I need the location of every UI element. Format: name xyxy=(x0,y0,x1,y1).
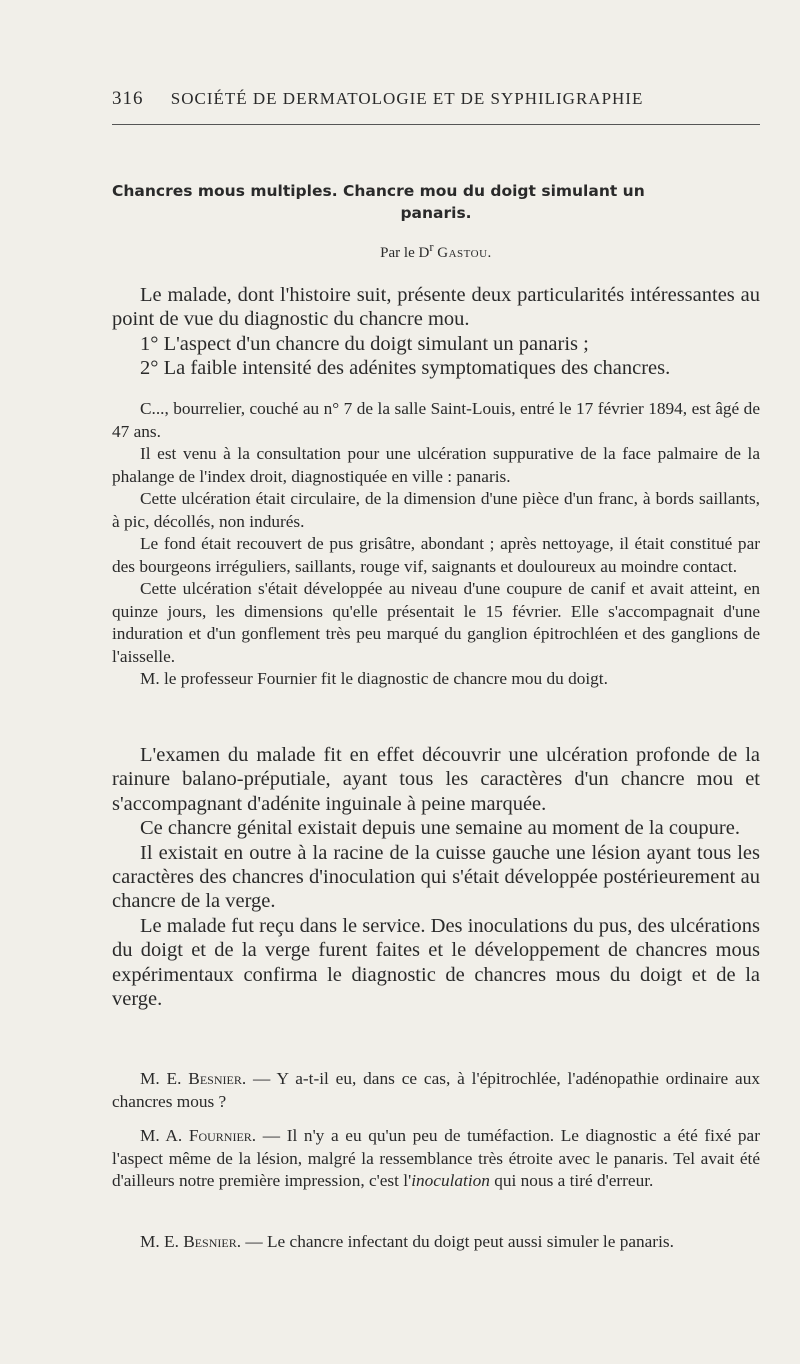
paragraph: Ce chancre génital existait depuis une semaine au moment de la coupure. xyxy=(140,817,740,840)
speaker-prefix: M. E. xyxy=(140,1069,189,1088)
page-number: 316 xyxy=(112,88,144,109)
exam-section xyxy=(112,743,760,1011)
discussion-1 xyxy=(112,1068,760,1113)
paragraph xyxy=(112,1068,760,1113)
author-sup: r xyxy=(429,240,434,254)
speech-text: — Y a-t-il eu, dans ce cas, à l'épitrochlée, l'adénopathie ordinaire aux chancres mous ? xyxy=(112,1069,760,1111)
paragraph xyxy=(112,1125,760,1193)
paragraph: Cette ulcération s'était développée au niveau d'une coupure de canif et avait atteint, en quinze jours, les dimensions qu'elle présentait le 15 février. Elle s'accompagnait d'une induration et d'un gonflement très peu marqué du ganglion épitrochléen et des ganglions de l'aisselle. xyxy=(112,579,760,666)
article-title xyxy=(112,180,760,224)
speaker-name: Besnier. xyxy=(188,1069,247,1088)
author-name: Gastou. xyxy=(437,245,492,261)
discussion-3 xyxy=(112,1231,760,1254)
speech-text: qui nous a tiré d'erreur. xyxy=(489,1171,654,1190)
speaker-name: Fournier. xyxy=(188,1126,257,1145)
title-line-2: panaris. xyxy=(400,204,472,222)
paragraph: L'examen du malade fit en effet découvrir une ulcération profonde de la rainure balano-préputiale, ayant tous les caractères d'un chancre mou et s'accompagnant d'adénite inguinale à peine marquée. xyxy=(112,744,760,815)
speaker-prefix: M. A. xyxy=(140,1126,189,1145)
author-prefix: Par le D xyxy=(380,245,430,261)
speech-text: — Il n'y a eu qu'un peu de tuméfaction. Le diagnostic a été fixé par l'aspect même de la lésion, malgré la ressemblance très étroite avec le panaris. Tel avait été d'ailleurs notre première impression, c'est l' xyxy=(112,1126,760,1190)
paragraph: Il est venu à la consultation pour une ulcération suppurative de la face palmaire de la phalange de l'index droit, diagnostiquée en ville : panaris. xyxy=(112,444,760,486)
paragraph xyxy=(112,1231,760,1254)
speech-italic: inoculation xyxy=(411,1171,490,1190)
discussion-2 xyxy=(112,1125,760,1193)
paragraph: Le malade, dont l'histoire suit, présente deux particularités intéressantes au point de vue du diagnostic du chancre mou. xyxy=(112,284,760,331)
paragraph: C..., bourrelier, couché au n° 7 de la salle Saint-Louis, entré le 17 février 1894, est âgé de 47 ans. xyxy=(112,399,760,441)
header-rule xyxy=(112,124,760,125)
speaker-prefix: M. E. xyxy=(140,1232,184,1251)
paragraph: Il existait en outre à la racine de la cuisse gauche une lésion ayant tous les caractères des chancres d'inoculation qui s'était développée postérieurement au chancre de la verge. xyxy=(112,841,760,913)
author-line xyxy=(112,240,760,262)
paragraph: Le fond était recouvert de pus grisâtre, abondant ; après nettoyage, il était constitué par des bourgeons irréguliers, saillants, rouge vif, saignants et douloureux au moindre contact. xyxy=(112,534,760,576)
speaker-name: Besnier. xyxy=(183,1232,242,1251)
paragraph: 1° L'aspect d'un chancre du doigt simulant un panaris ; xyxy=(140,332,589,355)
title-line-1: Chancres mous multiples. Chancre mou du doigt simulant un xyxy=(112,182,645,200)
paragraph: Cette ulcération était circulaire, de la dimension d'une pièce d'un franc, à bords saillants, à pic, décollés, non indurés. xyxy=(112,489,760,531)
paragraph: Le malade fut reçu dans le service. Des inoculations du pus, des ulcérations du doigt et de la verge furent faites et le développement de chancres mous expérimentaux confirma le diagnostic de chancres mous du doigt et de la verge. xyxy=(112,914,760,1011)
paragraph: 2° La faible intensité des adénites symptomatiques des chancres. xyxy=(140,357,671,380)
paragraph: M. le professeur Fournier fit le diagnostic de chancre mou du doigt. xyxy=(140,669,608,688)
case-section xyxy=(112,398,760,691)
intro-section xyxy=(112,283,760,381)
speech-text: — Le chancre infectant du doigt peut aussi simuler le panaris. xyxy=(241,1232,674,1251)
running-title: SOCIÉTÉ DE DERMATOLOGIE ET DE SYPHILIGRAPHIE xyxy=(170,89,644,108)
running-header xyxy=(112,88,762,110)
